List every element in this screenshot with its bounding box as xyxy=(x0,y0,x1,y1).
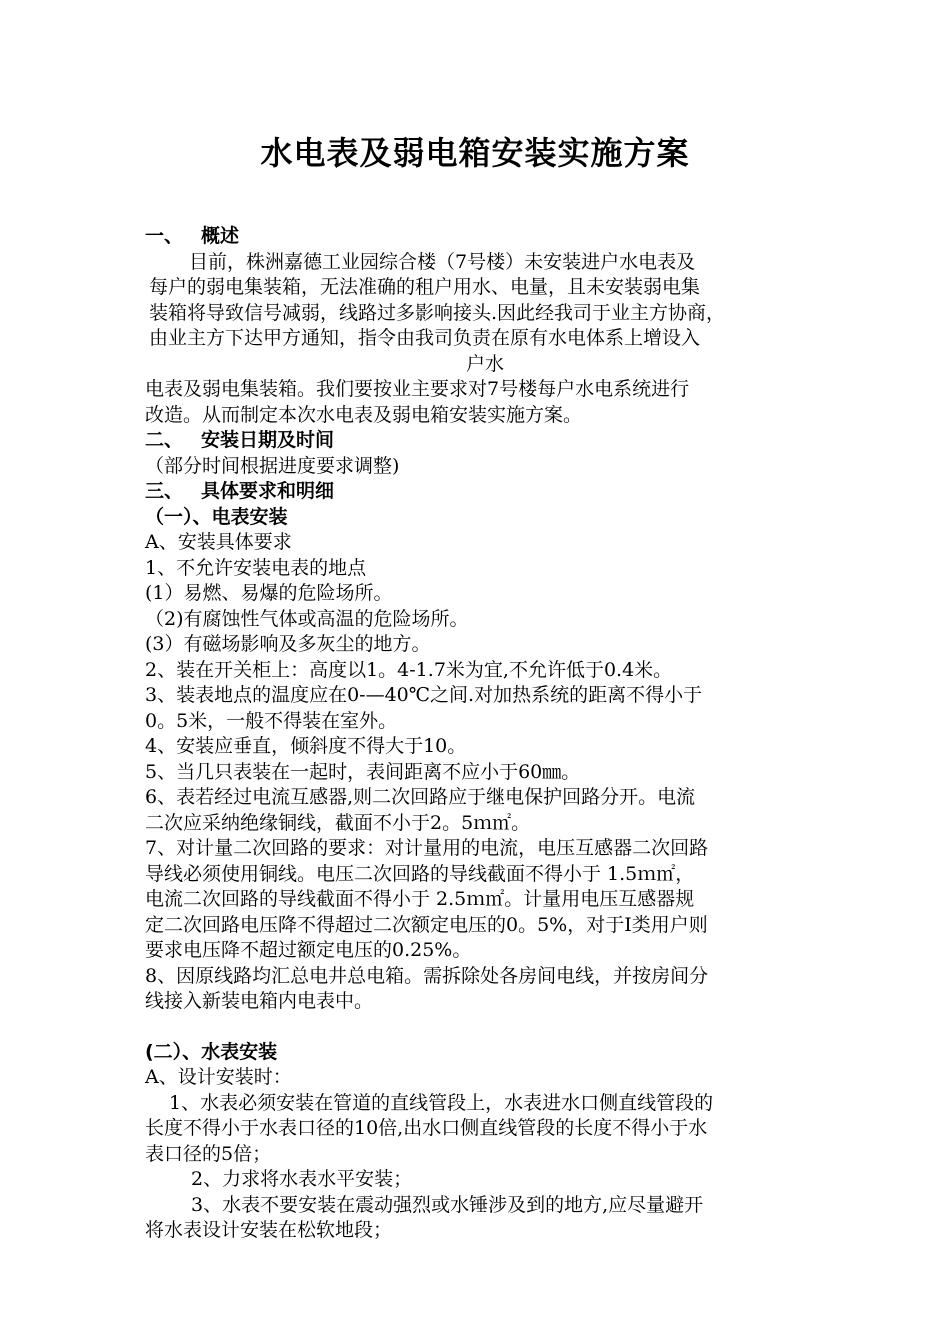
water-item-1-line: 1、水表必须安装在管道的直线管段上，水表进水口侧直线管段的 xyxy=(169,1091,714,1114)
water-meter-heading: (二）、水表安装 xyxy=(145,1040,278,1063)
electric-line: （2)有腐蚀性气体或高温的危险场所。 xyxy=(145,607,469,630)
electric-line: 电流二次回路的导线截面不得小于 2.5ｍ㎡。计量用电压互感器规 xyxy=(145,888,695,910)
intro-line: 改造。从而制定本次水电表及弱电箱安装实施方案。 xyxy=(145,403,583,426)
section-1-heading: 一、 概述 xyxy=(145,225,240,247)
electric-line: 二次应采纳绝缘铜线，截面不小于2。5ｍ㎡。 xyxy=(145,811,531,834)
section-3-heading: 三、 具体要求和明细 xyxy=(145,480,335,502)
electric-line: (3）有磁场影响及多灰尘的地方。 xyxy=(145,633,431,655)
document-body xyxy=(145,224,825,1244)
electric-line: 6、表若经过电流互感器,则二次回路应于继电保护回路分开。电流 xyxy=(145,786,696,808)
intro-line: 由业主方下达甲方通知，指令由我司负责在原有水电体系上增设入 xyxy=(149,327,701,349)
electric-line: 3、装表地点的温度应在0-—40℃之间.对加热系统的距离不得小于 xyxy=(145,684,703,706)
electric-line: 8、因原线路均汇总电井总电箱。需拆除处各房间电线，并按房间分 xyxy=(145,964,709,987)
electric-line: 要求电压降不超过额定电压的0.25%。 xyxy=(145,939,472,961)
electric-line: 线接入新装电箱内电表中。 xyxy=(145,990,374,1012)
intro-line: 电表及弱电集装箱。我们要按业主要求对7号楼每户水电系统进行 xyxy=(145,378,690,400)
water-item-3-line: 将水表设计安装在松软地段； xyxy=(145,1219,393,1241)
water-item-2: 2、力求将水表水平安装； xyxy=(191,1168,413,1190)
electric-line: (1）易燃、易爆的危险场所。 xyxy=(145,582,393,604)
electric-line: 7、对计量二次回路的要求：对计量用的电流，电压互感器二次回路 xyxy=(145,837,709,859)
electric-line: 5、当几只表装在一起时，表间距离不应小于60㎜。 xyxy=(145,760,581,783)
electric-line: 1、不允许安装电表的地点 xyxy=(145,556,367,579)
electric-line: 定二次回路电压降不得超过二次额定电压的0。5%，对于Ⅰ类用户则 xyxy=(145,913,708,936)
paragraph-gap xyxy=(145,1015,825,1040)
water-item-1-line: 表口径的5倍； xyxy=(145,1142,272,1165)
water-item-3-line: 3、水表不要安装在震动强烈或水锤涉及到的地方,应尽量避开 xyxy=(191,1193,704,1216)
section-2-heading: 二、 安装日期及时间 xyxy=(145,429,335,451)
electric-line: 4、安装应垂直，倾斜度不得大于10。 xyxy=(145,735,467,757)
intro-line: 户水 xyxy=(465,352,504,375)
electric-meter-heading: （一）、电表安装 xyxy=(145,505,288,528)
document-title: 水电表及弱电箱安装实施方案 xyxy=(260,134,690,172)
electric-line: 2、装在开关柜上：高度以1。4-1.7米为宜,不允许低于0.4米。 xyxy=(145,658,673,681)
electric-line: 导线必须使用铜线。电压二次回路的导线截面不得小于 1.5ｍ㎡， xyxy=(145,862,695,885)
electric-line: A、安装具体要求 xyxy=(145,531,292,553)
electric-line: 0。5米，一般不得装在室外。 xyxy=(145,709,398,732)
intro-line: 装箱将导致信号减弱，线路过多影响接头.因此经我司于业主方协商， xyxy=(149,301,726,324)
section-2-note: （部分时间根据进度要求调整) xyxy=(145,454,400,477)
intro-line: 每户的弱电集装箱，无法准确的租户用水、电量，且未安装弱电集 xyxy=(149,276,701,298)
intro-line: 目前，株洲嘉德工业园综合楼（7号楼）未安装进户水电表及 xyxy=(189,250,696,273)
water-item-1-line: 长度不得小于水表口径的10倍,出水口侧直线管段的长度不得小于水 xyxy=(145,1117,708,1139)
water-sub-heading: A、设计安装时： xyxy=(145,1066,292,1088)
